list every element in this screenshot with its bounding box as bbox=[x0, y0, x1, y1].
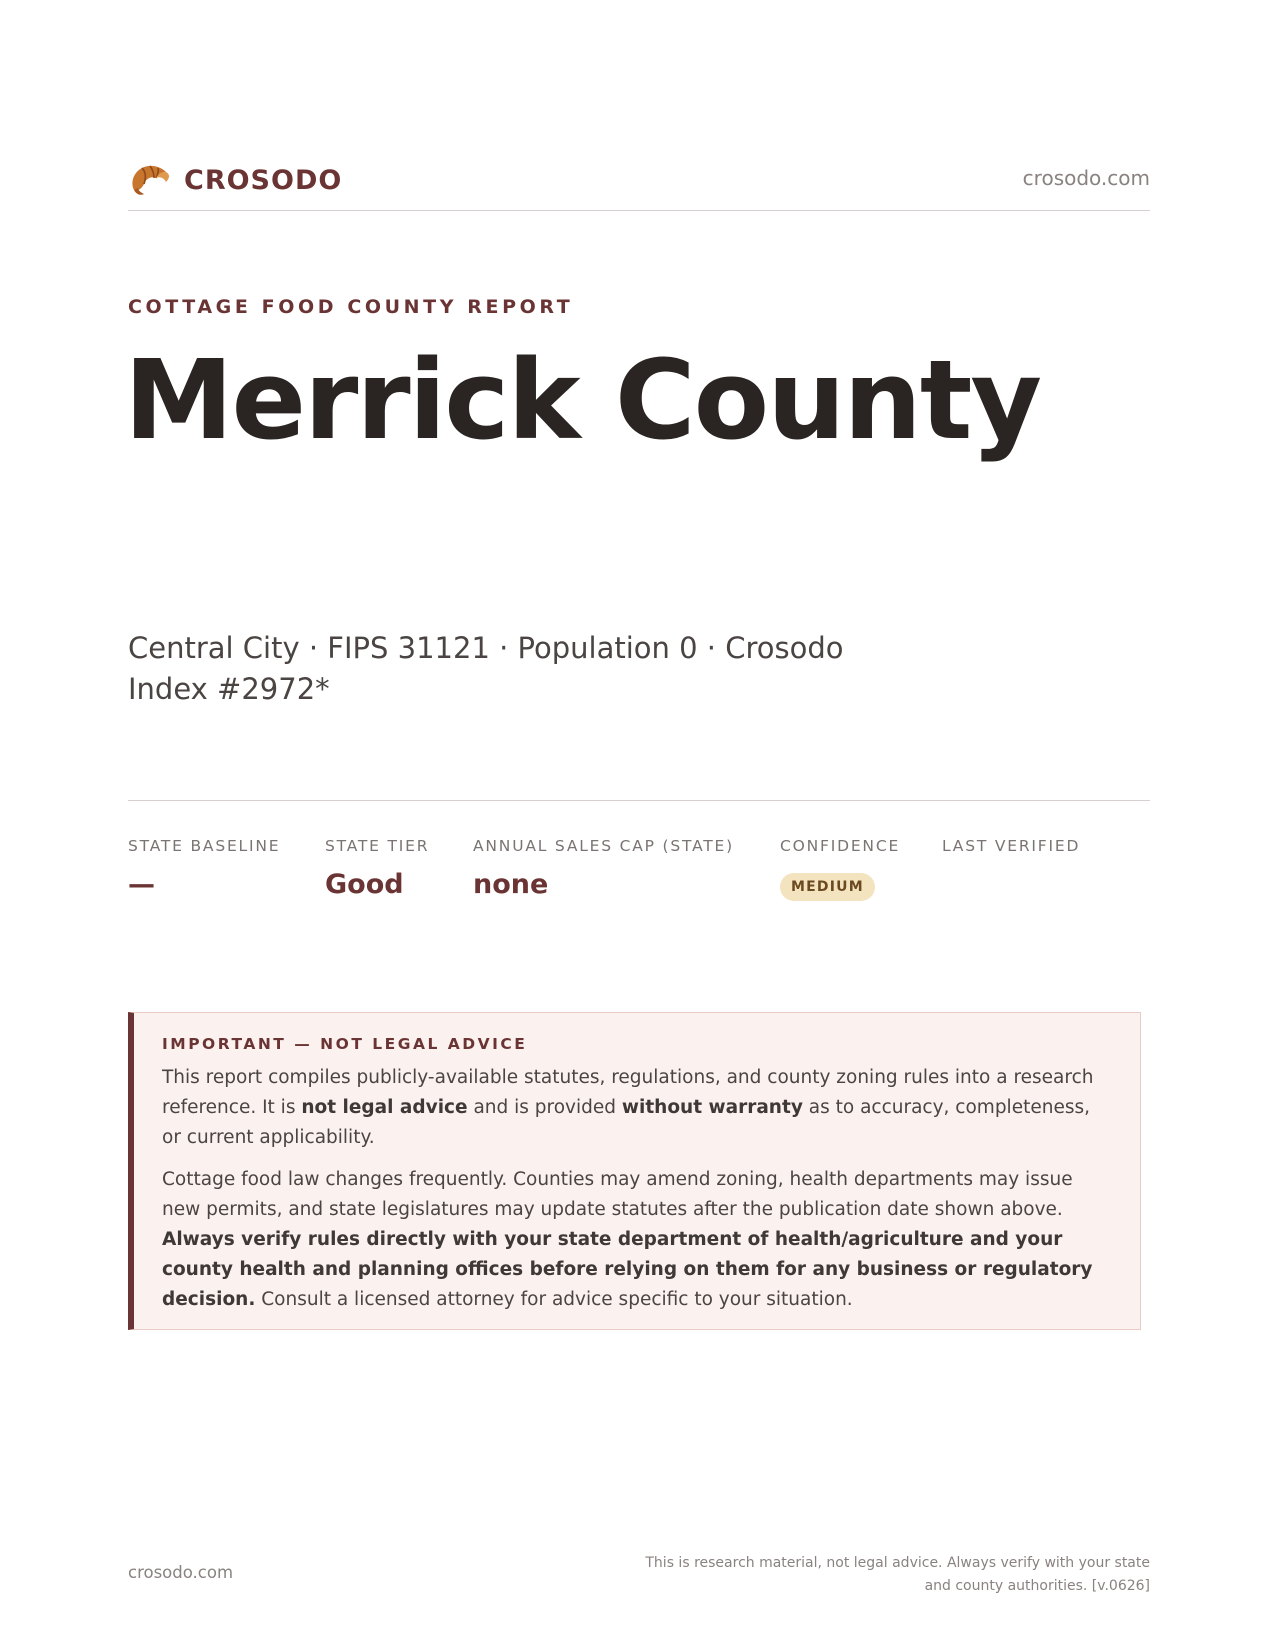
stat-state-tier bbox=[325, 837, 429, 900]
callout-paragraph-1 bbox=[162, 1063, 1114, 1153]
legal-disclaimer-callout bbox=[128, 1012, 1141, 1330]
stat-last-verified bbox=[942, 837, 1080, 869]
stat-label: CONFIDENCE bbox=[780, 837, 901, 855]
callout-text: and is provided bbox=[467, 1097, 622, 1118]
callout-text: This report compiles publicly-available statutes, regulations, and county zoning rules into a research reference. It is bbox=[162, 1067, 1094, 1118]
report-subtitle: Central City · FIPS 31121 · Population 0 · Crosodo Index #2972* bbox=[128, 631, 844, 706]
callout-paragraph-2 bbox=[162, 1165, 1114, 1315]
stat-state-baseline bbox=[128, 837, 280, 900]
stat-label: LAST VERIFIED bbox=[942, 837, 1081, 855]
stat-label: STATE BASELINE bbox=[128, 837, 281, 855]
stats-row bbox=[128, 800, 1150, 900]
croissant-icon bbox=[128, 160, 172, 200]
footer-site-url[interactable]: crosodo.com bbox=[128, 1563, 234, 1582]
callout-text: as to accuracy, completeness, or current applicability. bbox=[162, 1097, 1090, 1148]
brand[interactable] bbox=[128, 160, 342, 200]
page-title: Merrick County bbox=[124, 336, 1041, 464]
report-page bbox=[124, 0, 1150, 1650]
callout-text: Cottage food law changes frequently. Counties may amend zoning, health departments may issue new permits, and state legislatures may update statutes after the publication date shown above. bbox=[162, 1169, 1073, 1220]
footer-disclaimer: This is research material, not legal advice. Always verify with your state and county authorities. [v.0626] bbox=[645, 1555, 1150, 1594]
stat-value: Good bbox=[325, 869, 404, 900]
confidence-badge: MEDIUM bbox=[780, 873, 875, 901]
callout-emphasis: Always verify rules directly with your state department of health/agriculture and your county health and planning offices before relying on them for any business or regulatory decision. bbox=[162, 1229, 1093, 1310]
stat-label: ANNUAL SALES CAP (STATE) bbox=[473, 837, 734, 855]
stat-label: STATE TIER bbox=[325, 837, 430, 855]
callout-emphasis: without warranty bbox=[621, 1097, 803, 1118]
stat-value: none bbox=[473, 869, 549, 900]
callout-heading: IMPORTANT — NOT LEGAL ADVICE bbox=[162, 1035, 528, 1053]
stat-annual-sales-cap bbox=[473, 837, 734, 900]
page-header bbox=[128, 154, 1150, 211]
site-url-link[interactable]: crosodo.com bbox=[1022, 166, 1150, 190]
callout-text: Consult a licensed attorney for advice specific to your situation. bbox=[255, 1289, 853, 1310]
brand-name: CROSODO bbox=[184, 164, 343, 196]
report-eyebrow: COTTAGE FOOD COUNTY REPORT bbox=[128, 296, 574, 318]
callout-emphasis: not legal advice bbox=[301, 1097, 468, 1118]
stat-value: — bbox=[128, 869, 155, 900]
stat-confidence bbox=[780, 837, 900, 901]
